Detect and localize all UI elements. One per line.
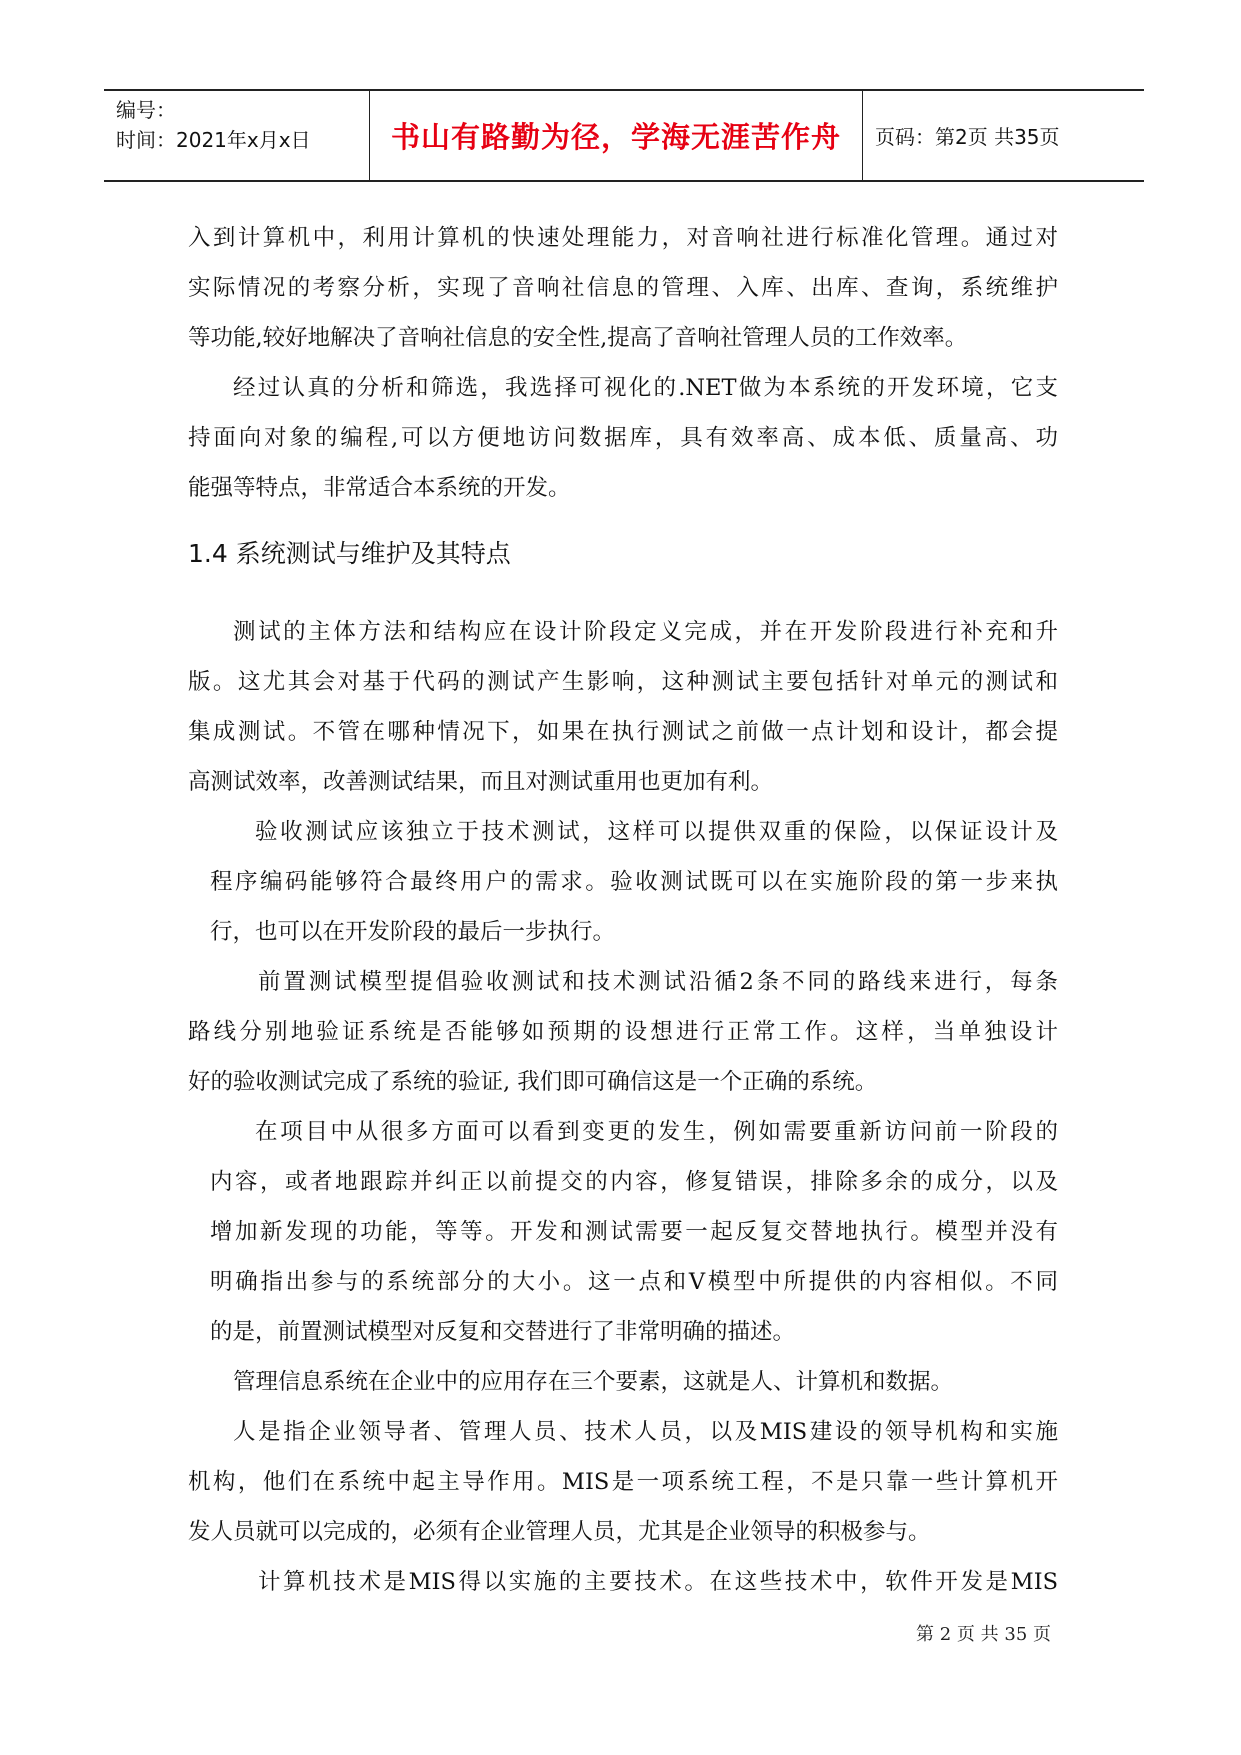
header-page-number: 页码：第2页 共35页 <box>875 125 1060 149</box>
paragraph-9 <box>188 1557 1058 1607</box>
text-line: 验收测试应该独立于技术测试，这样可以提供双重的保险，以保证设计及 <box>255 819 1058 845</box>
text-line: 版。这尤其会对基于代码的测试产生影响，这种测试主要包括针对单元的测试和 <box>188 669 1058 695</box>
text-line: 内容，或者地跟踪并纠正以前提交的内容，修复错误，排除多余的成分，以及 <box>210 1169 1058 1195</box>
text-line: 入到计算机中，利用计算机的快速处理能力，对音响社进行标准化管理。通过对 <box>188 225 1058 251</box>
paragraph-3 <box>188 607 1058 807</box>
text-line: 管理信息系统在企业中的应用存在三个要素，这就是人、计算机和数据。 <box>233 1369 954 1395</box>
text-line: 持面向对象的编程,可以方便地访问数据库，具有效率高、成本低、质量高、功 <box>188 425 1058 451</box>
page-header <box>104 89 1144 182</box>
document-number: 编号： <box>116 98 176 122</box>
paragraph-4 <box>188 807 1058 957</box>
text-line: 增加新发现的功能，等等。开发和测试需要一起反复交替地执行。模型并没有 <box>210 1219 1058 1245</box>
paragraph-2 <box>188 363 1058 513</box>
text-line: 等功能,较好地解决了音响社信息的安全性,提高了音响社管理人员的工作效率。 <box>188 325 968 351</box>
text-line: 程序编码能够符合最终用户的需求。验收测试既可以在实施阶段的第一步来执 <box>210 869 1058 895</box>
header-motto-cell <box>370 91 863 180</box>
text-line: 集成测试。不管在哪种情况下，如果在执行测试之前做一点计划和设计，都会提 <box>188 719 1058 745</box>
paragraph-6 <box>188 1107 1058 1357</box>
document-body <box>188 213 1058 1607</box>
text-line: 在项目中从很多方面可以看到变更的发生，例如需要重新访问前一阶段的 <box>255 1119 1058 1145</box>
header-motto: 书山有路勤为径，学海无涯苦作舟 <box>390 120 841 154</box>
text-line: 好的验收测试完成了系统的验证, 我们即可确信这是一个正确的系统。 <box>188 1069 878 1095</box>
header-meta <box>104 91 370 180</box>
text-line: 发人员就可以完成的，必须有企业管理人员，尤其是企业领导的积极参与。 <box>188 1519 931 1545</box>
paragraph-8 <box>188 1407 1058 1557</box>
text-line: 行，也可以在开发阶段的最后一步执行。 <box>210 919 616 945</box>
paragraph-5 <box>188 957 1058 1107</box>
text-line: 实际情况的考察分析，实现了音响社信息的管理、入库、出库、查询，系统维护 <box>188 275 1058 301</box>
text-line: 测试的主体方法和结构应在设计阶段定义完成，并在开发阶段进行补充和升 <box>233 619 1058 645</box>
text-line: 前置测试模型提倡验收测试和技术测试沿循2条不同的路线来进行，每条 <box>258 969 1058 995</box>
page-footer: 第 2 页 共 35 页 <box>916 1624 1051 1645</box>
text-line: 计算机技术是MIS得以实施的主要技术。在这些技术中，软件开发是MIS <box>258 1569 1058 1595</box>
text-line: 人是指企业领导者、管理人员、技术人员，以及MIS建设的领导机构和实施 <box>233 1419 1058 1445</box>
text-line: 的是，前置测试模型对反复和交替进行了非常明确的描述。 <box>210 1319 796 1345</box>
header-page-cell <box>863 91 1144 180</box>
paragraph-7 <box>188 1357 1058 1407</box>
text-line: 高测试效率，改善测试结果，而且对测试重用也更加有利。 <box>188 769 774 795</box>
document-time: 时间：2021年x月x日 <box>116 128 311 152</box>
paragraph-1 <box>188 213 1058 363</box>
text-line: 能强等特点，非常适合本系统的开发。 <box>188 475 571 501</box>
text-line: 机构，他们在系统中起主导作用。MIS是一项系统工程，不是只靠一些计算机开 <box>188 1469 1058 1495</box>
section-heading: 1.4 系统测试与维护及其特点 <box>188 539 511 568</box>
text-line: 路线分别地验证系统是否能够如预期的设想进行正常工作。这样，当单独设计 <box>188 1019 1058 1045</box>
text-line: 经过认真的分析和筛选，我选择可视化的.NET做为本系统的开发环境，它支 <box>233 375 1058 401</box>
text-line: 明确指出参与的系统部分的大小。这一点和V模型中所提供的内容相似。不同 <box>210 1269 1058 1295</box>
